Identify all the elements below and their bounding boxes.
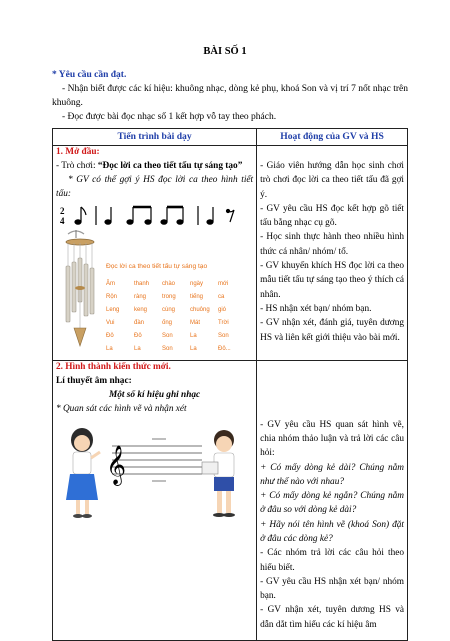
game-name: “Đọc lời ca theo tiết tấu tự sáng tạo” <box>97 161 243 171</box>
card-lyric-word: Leng <box>106 306 120 313</box>
card-lyric-word: La <box>190 332 197 339</box>
girl-figure <box>66 428 100 518</box>
card-lyric-word: keng <box>134 306 148 313</box>
card-lyric-word: ống <box>162 319 173 326</box>
card-lyric-word: cùng <box>162 306 176 313</box>
activity-item: - GV nhận xét, tuyên dương HS và dẫn dắt tìm hiểu các kí hiệu âm <box>260 605 404 630</box>
card-title: Đọc lời ca theo tiết tấu tự sáng tạo <box>106 262 208 270</box>
activity-item: - GV yêu cầu HS đọc kết hợp gõ tiết tấu bằng nhạc cụ gõ. <box>260 203 404 229</box>
observe-note: * Quan sát các hình vẽ và nhận xét <box>56 404 187 415</box>
card-lyric-word: mới <box>218 280 229 287</box>
card-lyric-word: ràng <box>134 293 147 300</box>
section2-activities <box>260 418 404 632</box>
theory-label: Lí thuyết âm nhạc: <box>56 375 132 386</box>
card-lyrics-row <box>106 291 246 304</box>
col-left-header: Tiến trình bài dạy <box>53 129 257 146</box>
boy-figure <box>202 430 235 517</box>
game-prefix: - Trò chơi: <box>56 161 98 171</box>
activity-item: - GV yêu cầu HS quan sát hình vẽ, chia nhóm thảo luận và trả lời các câu hỏi: <box>260 419 404 459</box>
card-lyric-word: Son <box>162 332 173 339</box>
card-lyric-word: chào <box>162 280 176 287</box>
time-sig-top: 2 <box>60 205 65 216</box>
card-lyric-word: Son <box>162 345 173 352</box>
card-lyric-word: chuông <box>190 306 210 313</box>
card-lyric-word: ngày <box>190 280 204 287</box>
card-lyric-word: Rộn <box>106 293 118 300</box>
card-lyric-word: ca <box>218 293 225 300</box>
card-lyrics-row <box>106 304 246 317</box>
theory-subtitle: Một số kí hiệu ghi nhạc <box>108 389 201 400</box>
rhythm-note: * GV có thể gợi ý HS đọc lời ca theo hình tiết tấu: <box>56 175 254 200</box>
activity-item: - Giáo viên hướng dẫn học sinh chơi trò chơi đọc lời ca theo tiết tấu đã gợi ý. <box>260 161 404 200</box>
activity-item: - GV nhận xét, đánh giá, tuyên dương HS và liên kết giới thiệu vào bài mới. <box>260 318 404 343</box>
lesson-title: BÀI SỐ 1 <box>203 46 247 57</box>
card-lyric-word: La <box>190 345 197 352</box>
card-lyric-word: La <box>106 345 113 352</box>
section1-heading: 1. Mở đầu: <box>56 147 100 157</box>
objective-item: - Đọc được bài đọc nhạc số 1 kết hợp vỗ tay theo phách. <box>62 112 277 122</box>
section1-left <box>53 146 257 361</box>
card-lyrics-grid <box>106 278 246 356</box>
card-lyric-word: đàn <box>134 319 145 326</box>
staff-illustration <box>56 418 246 528</box>
card-lyric-word: Đô... <box>218 345 231 352</box>
card-lyric-word: Son <box>218 332 229 339</box>
section2-left <box>53 360 257 640</box>
card-lyric-word: Vui <box>106 319 115 326</box>
objectives-block <box>52 68 408 124</box>
time-sig-bottom: 4 <box>60 215 65 226</box>
activity-item: - Học sinh thực hành theo nhiều hình thức cá nhân/ nhóm/ tổ. <box>260 232 404 257</box>
col-right-header: Hoạt động của GV và HS <box>257 129 408 146</box>
activity-item: - GV yêu cầu HS nhận xét bạn/ nhóm bạn. <box>260 576 404 602</box>
card-lyric-word: trong <box>162 293 176 300</box>
card-lyric-word: tiếng <box>190 293 204 300</box>
card-lyric-word: Âm <box>106 280 115 287</box>
section2-right <box>257 360 408 640</box>
section1-right <box>257 146 408 361</box>
card-lyric-word: Đô <box>134 332 142 339</box>
activity-item: - GV khuyến khích HS đọc lời ca theo mẫu tiết tấu tự sáng tạo theo ý thích cá nhân. <box>260 261 404 300</box>
card-lyrics-row <box>106 317 246 330</box>
game-line <box>56 159 253 173</box>
lesson-table <box>52 128 408 641</box>
activity-item: + Có mấy dòng kẻ ngắn? Chúng nằm ở đâu so với dòng kẻ dài? <box>260 491 404 516</box>
objectives-heading: * Yêu cầu cần đạt. <box>52 70 127 80</box>
card-lyric-word: La <box>134 345 141 352</box>
card-lyric-word: Đô <box>106 332 114 339</box>
section2-heading: 2. Hình thành kiến thức mới. <box>56 361 171 372</box>
card-lyrics-row <box>106 343 246 356</box>
wind-chime-card <box>56 228 246 360</box>
eighth-note-head <box>75 219 81 223</box>
card-lyrics-row <box>106 278 246 291</box>
card-lyric-word: Trời <box>218 319 229 326</box>
treble-clef-icon: 𝄞 <box>106 445 127 486</box>
activity-item: + Có mấy dòng kẻ dài? Chúng nằm như thế nào với nhau? <box>260 462 404 487</box>
activity-item: - HS nhận xét bạn/ nhóm bạn. <box>260 303 372 314</box>
card-lyric-word: thanh <box>134 280 150 287</box>
activity-item: + Hãy nói tên hình vẽ (khoá Son) đặt ở đâu các dòng kẻ? <box>260 519 404 544</box>
objective-item: - Nhận biết được các kí hiệu: khuông nhạc, dòng kẻ phụ, khoá Son và vị trí 7 nốt nhạc trên khuông. <box>52 84 408 108</box>
card-lyrics-row <box>106 330 246 343</box>
card-lyric-word: Mát <box>190 319 201 326</box>
rhythm-notation <box>56 202 246 228</box>
quarter-note-head <box>105 219 111 223</box>
card-lyric-word: gió <box>218 306 227 313</box>
activity-item: - Các nhóm trả lời các câu hỏi theo hiểu biết. <box>260 548 404 573</box>
